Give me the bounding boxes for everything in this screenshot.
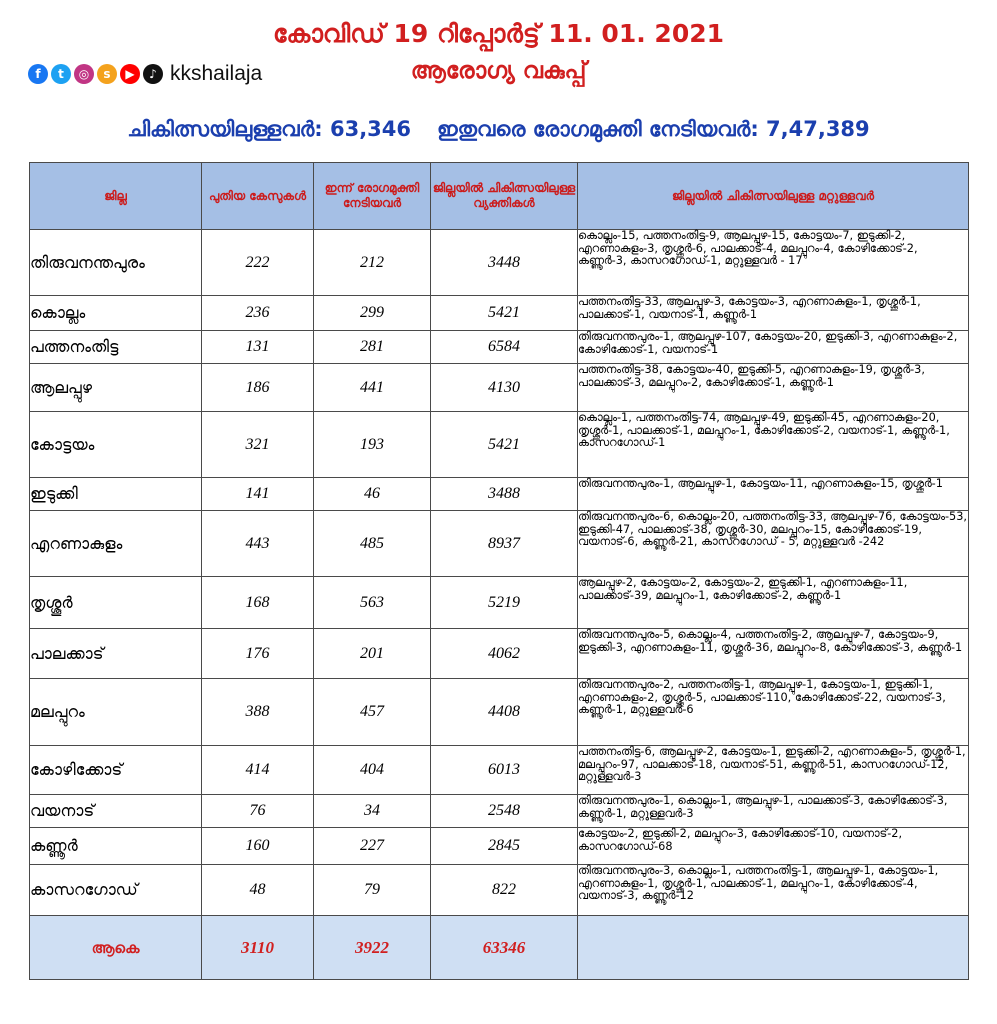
table-row: [30, 296, 969, 331]
recovered-today-value: 46: [314, 478, 431, 511]
instagram-icon: ◎: [74, 64, 94, 84]
recovered-today-value: 281: [314, 331, 431, 364]
new-cases-value: 131: [202, 331, 314, 364]
table-row: [30, 412, 969, 478]
new-cases-value: 76: [202, 795, 314, 828]
header-new-cases: പുതിയ കേസുകൾ: [202, 163, 314, 230]
district-name: കണ്ണൂർ: [30, 828, 202, 865]
table-header-row: [30, 163, 969, 230]
new-cases-value: 388: [202, 679, 314, 746]
district-name: എറണാകുളം: [30, 511, 202, 577]
under-treatment-value: 822: [431, 865, 578, 916]
new-cases-value: 236: [202, 296, 314, 331]
under-treatment-value: 6584: [431, 331, 578, 364]
under-treatment-value: 6013: [431, 746, 578, 795]
header-recovered-today: ഇന്ന് രോഗമുക്തി നേടിയവർ: [314, 163, 431, 230]
other-districts-list: തിരുവനന്തപുരം-3, കൊല്ലം-1, പത്തനംതിട്ട-1, ആലപ്പുഴ-1, കോട്ടയം-1, എറണാകുളം-1, തൃശ്ശൂർ-1, പാലക്കാട്-1, മലപ്പുറം-1, കോഴിക്കോട്-4, വയനാട്-3, കണ്ണൂർ-12: [578, 865, 969, 916]
district-name: പാലക്കാട്: [30, 629, 202, 679]
new-cases-value: 141: [202, 478, 314, 511]
other-districts-list: ആലപ്പുഴ-2, കോട്ടയം-2, കോട്ടയം-2, ഇടുക്കി-1, എറണാകുളം-11, പാലക്കാട്-39, മലപ്പുറം-1, കോഴിക്കോട്-2, കണ്ണൂർ-1: [578, 577, 969, 629]
twitter-icon: t: [51, 64, 71, 84]
other-districts-list: തിരുവനന്തപുരം-1, കൊല്ലം-1, ആലപ്പുഴ-1, പാലക്കാട്-3, കോഴിക്കോട്-3, കണ്ണൂർ-1, മറ്റുള്ളവർ-3: [578, 795, 969, 828]
new-cases-value: 176: [202, 629, 314, 679]
table-row: [30, 746, 969, 795]
active-cases-summary: ചികിത്സയിലുള്ളവർ: 63,346: [127, 117, 412, 141]
department-name: ആരോഗ്യ വകുപ്പ്: [410, 58, 587, 84]
under-treatment-value: 5421: [431, 412, 578, 478]
recovered-today-value: 212: [314, 230, 431, 296]
under-treatment-value: 2845: [431, 828, 578, 865]
total-label: ആകെ: [30, 916, 202, 980]
youtube-icon: ▶: [120, 64, 140, 84]
table-row: [30, 331, 969, 364]
district-name: വയനാട്: [30, 795, 202, 828]
new-cases-value: 222: [202, 230, 314, 296]
recovered-today-value: 404: [314, 746, 431, 795]
district-name: മലപ്പുറം: [30, 679, 202, 746]
other-districts-list: തിരുവനന്തപുരം-6, കൊല്ലം-20, പത്തനംതിട്ട-33, ആലപ്പുഴ-76, കോട്ടയം-53, ഇടുക്കി-47, പാലക്കാട്-38, തൃശ്ശൂർ-30, മലപ്പുറം-15, കോഴിക്കോട്-19, വയനാട്-6, കണ്ണൂർ-21, കാസറഗോഡ് - 5, മറ്റുള്ളവർ -242: [578, 511, 969, 577]
recovered-today-value: 441: [314, 364, 431, 412]
under-treatment-value: 2548: [431, 795, 578, 828]
total-under-treatment: 63346: [431, 916, 578, 980]
other-districts-list: കോട്ടയം-2, ഇടുക്കി-2, മലപ്പുറം-3, കോഴിക്കോട്-10, വയനാട്-2, കാസറഗോഡ്-68: [578, 828, 969, 865]
table-row: [30, 577, 969, 629]
other-districts-list: കൊല്ലം-15, പത്തനംതിട്ട-9, ആലപ്പുഴ-15, കോട്ടയം-7, ഇടുക്കി-2, എറണാകുളം-3, തൃശ്ശൂർ-6, പാലക്കാട്-4, മലപ്പുറം-4, കോഴിക്കോട്-2, കണ്ണൂർ-3, കാസറഗോഡ്-1, മറ്റുള്ളവർ - 17: [578, 230, 969, 296]
table-row: [30, 679, 969, 746]
new-cases-value: 48: [202, 865, 314, 916]
total-recovered-today: 3922: [314, 916, 431, 980]
other-districts-list: തിരുവനന്തപുരം-2, പത്തനംതിട്ട-1, ആലപ്പുഴ-1, കോട്ടയം-1, ഇടുക്കി-1, എറണാകുളം-2, തൃശ്ശൂർ-5, പാലക്കാട്-110, കോഴിക്കോട്-22, വയനാട്-3, കണ്ണൂർ-1, മറ്റുള്ളവർ-6: [578, 679, 969, 746]
under-treatment-value: 5219: [431, 577, 578, 629]
new-cases-value: 321: [202, 412, 314, 478]
table-row: [30, 865, 969, 916]
table-row: [30, 828, 969, 865]
table-row: [30, 364, 969, 412]
district-name: ആലപ്പുഴ: [30, 364, 202, 412]
header-district: ജില്ല: [30, 163, 202, 230]
district-name: ഇടുക്കി: [30, 478, 202, 511]
table-row: [30, 795, 969, 828]
other-districts-list: പത്തനംതിട്ട-38, കോട്ടയം-40, ഇടുക്കി-5, എറണാകുളം-19, തൃശ്ശൂർ-3, പാലക്കാട്-3, മലപ്പുറം-2, കോഴിക്കോട്-1, കണ്ണൂർ-1: [578, 364, 969, 412]
social-media-bar: [28, 62, 262, 86]
table-row: [30, 629, 969, 679]
total-row: [30, 916, 969, 980]
district-name: തിരുവനന്തപുരം: [30, 230, 202, 296]
other-districts-list: പത്തനംതിട്ട-6, ആലപ്പുഴ-2, കോട്ടയം-1, ഇടുക്കി-2, എറണാകുളം-5, തൃശ്ശൂർ-1, മലപ്പുറം-97, പാലക്കാട്-18, വയനാട്-51, കണ്ണൂർ-51, കാസറഗോഡ്-12, മറ്റുള്ളവർ-3: [578, 746, 969, 795]
total-new-cases: 3110: [202, 916, 314, 980]
total-recovered-summary: ഇതുവരെ രോഗമുക്തി നേടിയവർ: 7,47,389: [437, 117, 870, 141]
district-name: കോട്ടയം: [30, 412, 202, 478]
other-districts-list: തിരുവനന്തപുരം-1, ആലപ്പുഴ-1, കോട്ടയം-11, എറണാകുളം-15, തൃശ്ശൂർ-1: [578, 478, 969, 511]
recovered-today-value: 457: [314, 679, 431, 746]
social-handle: kkshailaja: [170, 62, 263, 85]
under-treatment-value: 4408: [431, 679, 578, 746]
under-treatment-value: 4062: [431, 629, 578, 679]
recovered-today-value: 485: [314, 511, 431, 577]
header-under-treatment: ജില്ലയിൽ ചികിത്സയിലുള്ള വ്യക്തികൾ: [431, 163, 578, 230]
other-districts-list: തിരുവനന്തപുരം-1, ആലപ്പുഴ-107, കോട്ടയം-20, ഇടുക്കി-3, എറണാകുളം-2, കോഴിക്കോട്-1, വയനാട്-1: [578, 331, 969, 364]
recovered-today-value: 563: [314, 577, 431, 629]
sharechat-icon: s: [97, 64, 117, 84]
district-name: തൃശ്ശൂർ: [30, 577, 202, 629]
other-districts-list: തിരുവനന്തപുരം-5, കൊല്ലം-4, പത്തനംതിട്ട-2, ആലപ്പുഴ-7, കോട്ടയം-9, ഇടുക്കി-3, എറണാകുളം-11, തൃശ്ശൂർ-36, മലപ്പുറം-8, കോഴിക്കോട്-3, കണ്ണൂർ-1: [578, 629, 969, 679]
district-name: പത്തനംതിട്ട: [30, 331, 202, 364]
table-row: [30, 230, 969, 296]
table-row: [30, 511, 969, 577]
facebook-icon: f: [28, 64, 48, 84]
recovered-today-value: 299: [314, 296, 431, 331]
district-name: കൊല്ലം: [30, 296, 202, 331]
under-treatment-value: 4130: [431, 364, 578, 412]
tiktok-icon: ♪: [143, 64, 163, 84]
other-districts-list: പത്തനംതിട്ട-33, ആലപ്പുഴ-3, കോട്ടയം-3, എറണാകുളം-1, തൃശ്ശൂർ-1, പാലക്കാട്-1, വയനാട്-1, കണ്ണൂർ-1: [578, 296, 969, 331]
district-name: കോഴിക്കോട്: [30, 746, 202, 795]
new-cases-value: 168: [202, 577, 314, 629]
under-treatment-value: 3448: [431, 230, 578, 296]
header-others: ജില്ലയിൽ ചികിത്സയിലുള്ള മറ്റുള്ളവർ: [578, 163, 969, 230]
other-districts-list: കൊല്ലം-1, പത്തനംതിട്ട-74, ആലപ്പുഴ-49, ഇടുക്കി-45, എറണാകുളം-20, തൃശ്ശൂർ-1, പാലക്കാട്-1, മലപ്പുറം-1, കോഴിക്കോട്-2, വയനാട്-1, കണ്ണൂർ-1, കാസറഗോഡ്-1: [578, 412, 969, 478]
total-others-empty: [578, 916, 969, 980]
recovered-today-value: 227: [314, 828, 431, 865]
report-title: കോവിഡ് 19 റിപ്പോർട്ട് 11. 01. 2021: [272, 19, 724, 48]
recovered-today-value: 79: [314, 865, 431, 916]
new-cases-value: 443: [202, 511, 314, 577]
recovered-today-value: 34: [314, 795, 431, 828]
district-name: കാസറഗോഡ്: [30, 865, 202, 916]
new-cases-value: 186: [202, 364, 314, 412]
table-row: [30, 478, 969, 511]
under-treatment-value: 8937: [431, 511, 578, 577]
recovered-today-value: 193: [314, 412, 431, 478]
new-cases-value: 160: [202, 828, 314, 865]
summary-line: [0, 114, 997, 144]
under-treatment-value: 3488: [431, 478, 578, 511]
district-report-table: [29, 162, 969, 980]
recovered-today-value: 201: [314, 629, 431, 679]
new-cases-value: 414: [202, 746, 314, 795]
under-treatment-value: 5421: [431, 296, 578, 331]
